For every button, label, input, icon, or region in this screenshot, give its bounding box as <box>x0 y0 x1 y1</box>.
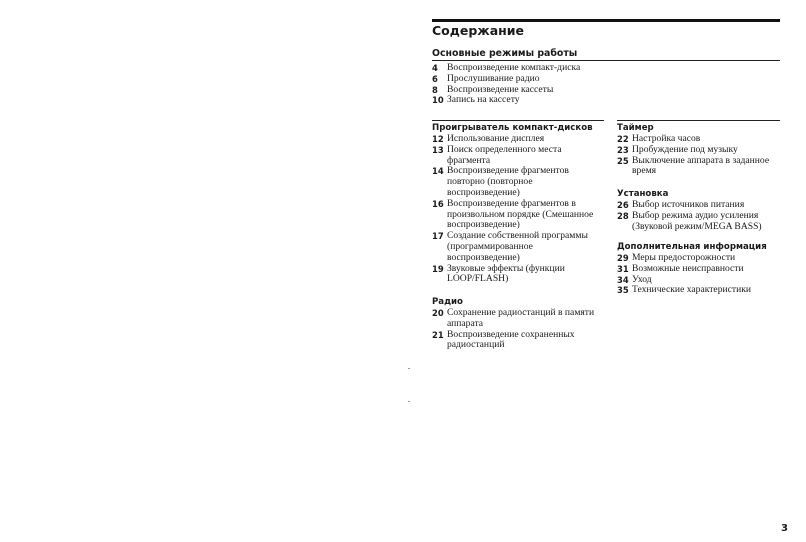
toc-entry-text: Воспроизведение кассеты <box>447 83 554 95</box>
section-heading-extra: Дополнительная информация <box>617 242 767 252</box>
toc-entry-text: Воспроизведение компакт-диска <box>447 62 581 73</box>
toc-entry-text: Выбор режима аудио усиления (Звуковой режим/MEGA BASS) <box>632 209 762 232</box>
toc-page-number: 16 <box>432 198 444 209</box>
scan-speck <box>408 368 410 369</box>
section-heading-cd: Проигрыватель компакт-дисков <box>432 123 593 133</box>
toc-page-number: 8 <box>432 84 438 95</box>
toc-entry-text: Использование дисплея <box>447 133 545 144</box>
section-heading-setup: Установка <box>617 189 669 199</box>
toc-entry-text: Уход <box>632 273 652 285</box>
toc-entry[interactable] <box>432 95 780 106</box>
toc-entry[interactable] <box>617 285 780 296</box>
toc-entry[interactable] <box>432 308 604 330</box>
toc-page-number: 19 <box>432 263 444 274</box>
section-heading-timer: Таймер <box>617 123 654 133</box>
toc-page-number: 23 <box>617 144 629 155</box>
section-setup <box>617 189 780 232</box>
toc-page-number: 4 <box>432 63 438 73</box>
toc-entry[interactable] <box>432 145 604 167</box>
toc-page-number: 21 <box>432 329 444 340</box>
section-extra <box>617 242 780 296</box>
section-cd <box>432 123 604 285</box>
toc-page-number: 20 <box>432 308 444 318</box>
section-radio <box>432 297 604 351</box>
column-rule-left <box>432 120 604 121</box>
toc-entry-text: Выбор источников питания <box>632 199 745 210</box>
toc-entry[interactable] <box>617 211 780 233</box>
toc-page-number: 22 <box>617 134 629 144</box>
toc-entry-text: Настройка часов <box>632 133 701 144</box>
toc-entry-text: Воспроизведение фрагментов повторно (повторное воспроизведение) <box>447 165 569 198</box>
toc-page-number: 25 <box>617 155 629 166</box>
section-heading-radio: Радио <box>432 297 463 307</box>
toc-page-number: 13 <box>432 144 444 155</box>
section-timer <box>617 123 780 177</box>
toc-page-number: 10 <box>432 95 444 106</box>
toc-page-number: 12 <box>432 134 444 144</box>
toc-page-number: 14 <box>432 166 444 177</box>
toc-entry-text: Выключение аппарата в заданное время <box>632 154 770 177</box>
toc-entry-text: Воспроизведение сохраненных радиостанций <box>447 328 575 351</box>
toc-entry[interactable] <box>432 264 604 286</box>
toc-entry-text: Меры предосторожности <box>632 252 736 263</box>
page-title: Содержание <box>432 19 780 44</box>
toc-entry[interactable] <box>617 156 780 178</box>
toc-page-number: 29 <box>617 253 629 263</box>
page-number: 3 <box>781 523 788 534</box>
toc-entry-text: Пробуждение под музыку <box>632 143 738 155</box>
toc-entry[interactable] <box>432 330 604 352</box>
toc-page-number: 28 <box>617 210 629 221</box>
toc-entry-text: Прослушивание радио <box>447 72 540 84</box>
toc-entry-text: Звуковые эффекты (функции LOOP/FLASH) <box>447 262 565 285</box>
section-heading-basic: Основные режимы работы <box>432 48 578 59</box>
column-rule-right <box>617 120 780 121</box>
toc-page-number: 31 <box>617 263 629 274</box>
toc-entry-text: Сохранение радиостанций в памяти аппарата <box>447 307 595 329</box>
toc-entry-text: Создание собственной программы (программированное воспроизведение) <box>447 230 588 263</box>
toc-page-number: 26 <box>617 200 629 210</box>
toc-entry[interactable] <box>432 166 604 198</box>
toc-entry-text: Поиск определенного места фрагмента <box>447 143 562 166</box>
toc-page-number: 35 <box>617 285 629 296</box>
section-rule-basic <box>432 60 780 61</box>
toc-entry-text: Технические характеристики <box>632 284 752 296</box>
toc-page-number: 17 <box>432 231 444 242</box>
toc-page-number: 34 <box>617 274 629 285</box>
scan-speck <box>408 401 410 402</box>
toc-entry[interactable] <box>432 231 604 263</box>
toc-page-number: 6 <box>432 73 438 84</box>
toc-entry-text: Возможные неисправности <box>632 262 744 274</box>
section-basic <box>432 48 780 106</box>
toc-entry-text: Запись на кассету <box>447 94 520 106</box>
toc-entry[interactable] <box>432 199 604 231</box>
toc-entry-text: Воспроизведение фрагментов в произвольном порядке (Смешанное воспроизведение) <box>447 197 594 231</box>
